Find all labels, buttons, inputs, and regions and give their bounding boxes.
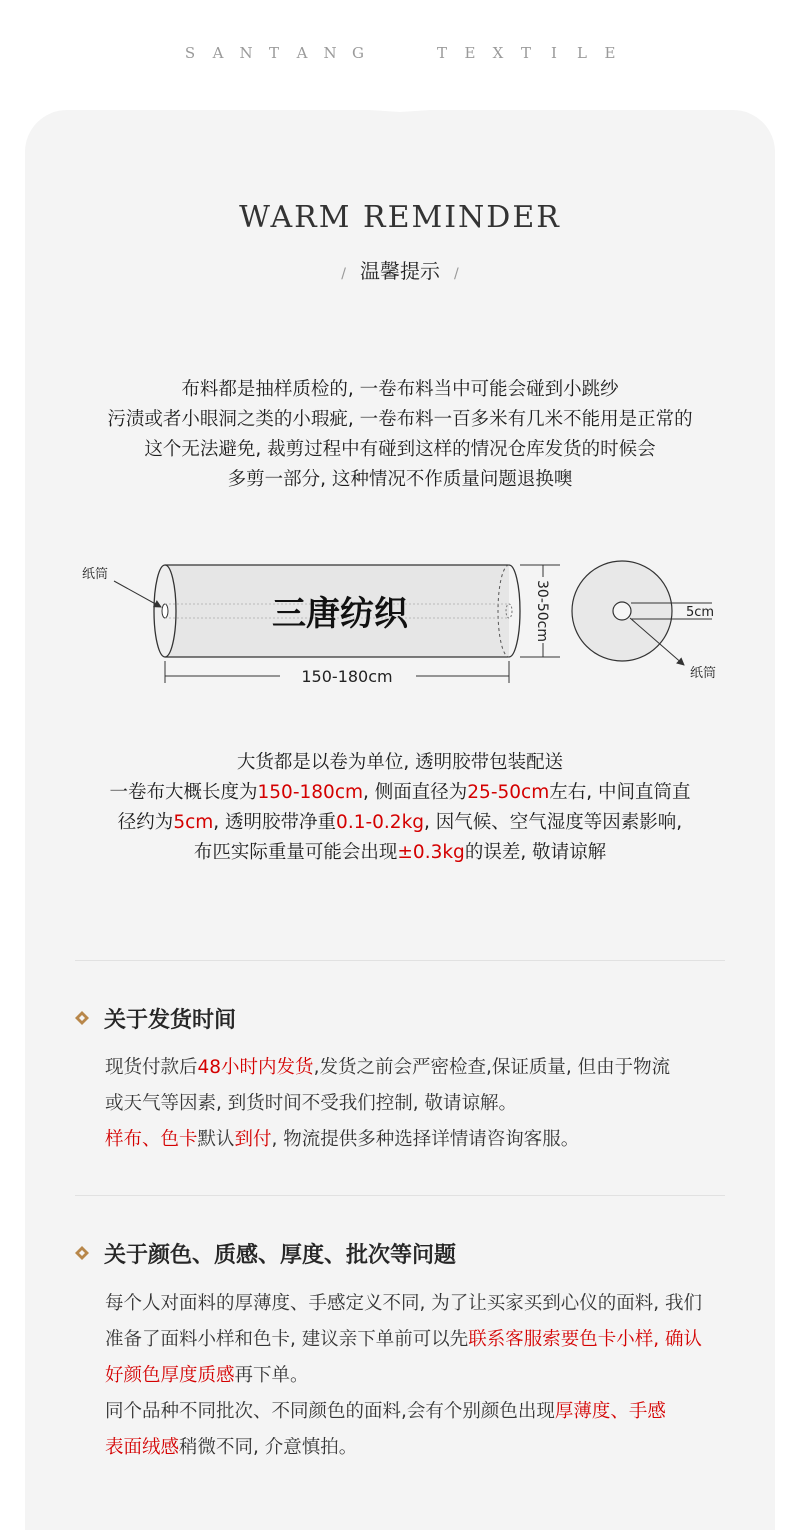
body-text: 准备了面料小样和色卡, 建议亲下单前可以先 (105, 1329, 469, 1350)
body-line (105, 1322, 745, 1358)
brand-letter: A (212, 44, 224, 62)
diamond-bullet-icon (75, 1246, 89, 1260)
warm-reminder-cn: 温馨提示 (360, 259, 440, 283)
body-line (105, 1122, 745, 1158)
brand-letter: L (577, 44, 587, 62)
brand-letter: N (239, 44, 253, 62)
core-size-label: 5cm (686, 605, 715, 620)
body-text: ,发货之前会严密检查,保证质量, 但由于物流 (313, 1057, 671, 1078)
body-text: , 透明胶带净重 (213, 812, 337, 833)
body-text: 布匹实际重量可能会出现 (193, 842, 398, 863)
color-section-header (75, 1237, 456, 1269)
brand-letter: T (520, 44, 531, 62)
highlight-text: 表面绒感 (105, 1437, 180, 1458)
highlight-text: 5cm (173, 812, 214, 833)
spec-line (0, 778, 800, 808)
highlight-text: 48小时内发货 (197, 1057, 314, 1078)
body-line (105, 1358, 745, 1394)
highlight-text: 到付 (234, 1129, 272, 1150)
body-text: 或天气等因素, 到货时间不受我们控制, 敬请谅解。 (105, 1093, 518, 1114)
shipping-title: 关于发货时间 (104, 1007, 237, 1033)
highlight-text: 25-50cm (467, 782, 550, 803)
body-text: , 因气候、空气湿度等因素影响, (424, 812, 683, 833)
divider (75, 1195, 725, 1196)
body-text: 左右, 中间直筒直 (549, 782, 691, 803)
body-text: 径约为 (117, 812, 174, 833)
spec-line (0, 808, 800, 838)
intro-line: 布料都是抽样质检的, 一卷布料当中可能会碰到小跳纱 (181, 379, 619, 400)
body-text: 的误差, 敬请谅解 (464, 842, 607, 863)
intro-line: 污渍或者小眼洞之类的小瑕疵, 一卷布料一百多米有几米不能用是正常的 (107, 409, 693, 430)
brand-letter: G (352, 44, 364, 62)
body-text: 同个品种不同批次、不同颜色的面料,会有个别颜色出现 (105, 1401, 555, 1422)
spec-line (0, 838, 800, 868)
brand-letter: T (268, 44, 279, 62)
brand-letter: A (296, 44, 308, 62)
brand-wordmark (0, 44, 800, 62)
highlight-text: ±0.3kg (397, 842, 465, 863)
intro-line: 多剪一部分, 这种情况不作质量问题退换噢 (227, 469, 573, 490)
body-text: , 物流提供多种选择详情请咨询客服。 (271, 1129, 580, 1150)
body-text: 默认 (197, 1129, 235, 1150)
spec-line: 大货都是以卷为单位, 透明胶带包装配送 (236, 752, 564, 773)
body-line (105, 1394, 745, 1430)
body-text: 现货付款后 (105, 1057, 198, 1078)
brand-letter: X (492, 44, 504, 62)
highlight-text: 样布、色卡 (105, 1129, 198, 1150)
highlight-text: 150-180cm (257, 782, 364, 803)
diameter-label: 30-50cm (534, 579, 550, 643)
color-body (105, 1286, 745, 1466)
warm-reminder-title: WARM REMINDER (239, 200, 561, 235)
shipping-section-header (75, 1002, 236, 1034)
length-label: 150-180cm (301, 667, 393, 686)
brand-letter: T (436, 44, 447, 62)
warm-reminder-subtitle (0, 255, 800, 284)
body-text: , 侧面直径为 (363, 782, 468, 803)
fabric-roll-diagram (0, 545, 800, 695)
highlight-text: 厚薄度、手感 (554, 1401, 666, 1422)
body-line (105, 1430, 745, 1466)
body-text: 每个人对面料的厚薄度、手感定义不同, 为了让买家买到心仪的面料, 我们 (105, 1293, 703, 1314)
highlight-text: 0.1-0.2kg (336, 812, 425, 833)
brand-letter: S (184, 44, 196, 62)
brand-letter: N (323, 44, 337, 62)
body-line (105, 1050, 745, 1086)
spec-paragraph (0, 748, 800, 868)
tube-label-right: 纸筒 (690, 666, 717, 681)
divider (75, 960, 725, 961)
highlight-text: 联系客服索要色卡小样, 确认 (468, 1329, 703, 1350)
brand-letter: E (464, 44, 476, 62)
body-text: 一卷布大概长度为 (109, 782, 258, 803)
intro-line: 这个无法避免, 裁剪过程中有碰到这样的情况仓库发货的时候会 (144, 439, 656, 460)
color-title: 关于颜色、质感、厚度、批次等问题 (104, 1242, 457, 1268)
intro-paragraph (0, 375, 800, 495)
body-line (105, 1286, 745, 1322)
slash-left: / (341, 266, 346, 282)
slash-right: / (454, 266, 459, 282)
roll-core (613, 602, 631, 620)
card-top-wave (0, 104, 800, 144)
tube-label-left: 纸筒 (82, 567, 109, 582)
diamond-bullet-icon (75, 1011, 89, 1025)
body-text: 稍微不同, 介意慎拍。 (179, 1437, 358, 1458)
brand-letter: E (604, 44, 616, 62)
body-text: 再下单。 (234, 1365, 309, 1386)
brand-letter: I (551, 44, 557, 62)
highlight-text: 好颜色厚度质感 (105, 1365, 235, 1386)
roll-brand-text: 三唐纺织 (272, 595, 408, 633)
body-line (105, 1086, 745, 1122)
shipping-body (105, 1050, 745, 1158)
